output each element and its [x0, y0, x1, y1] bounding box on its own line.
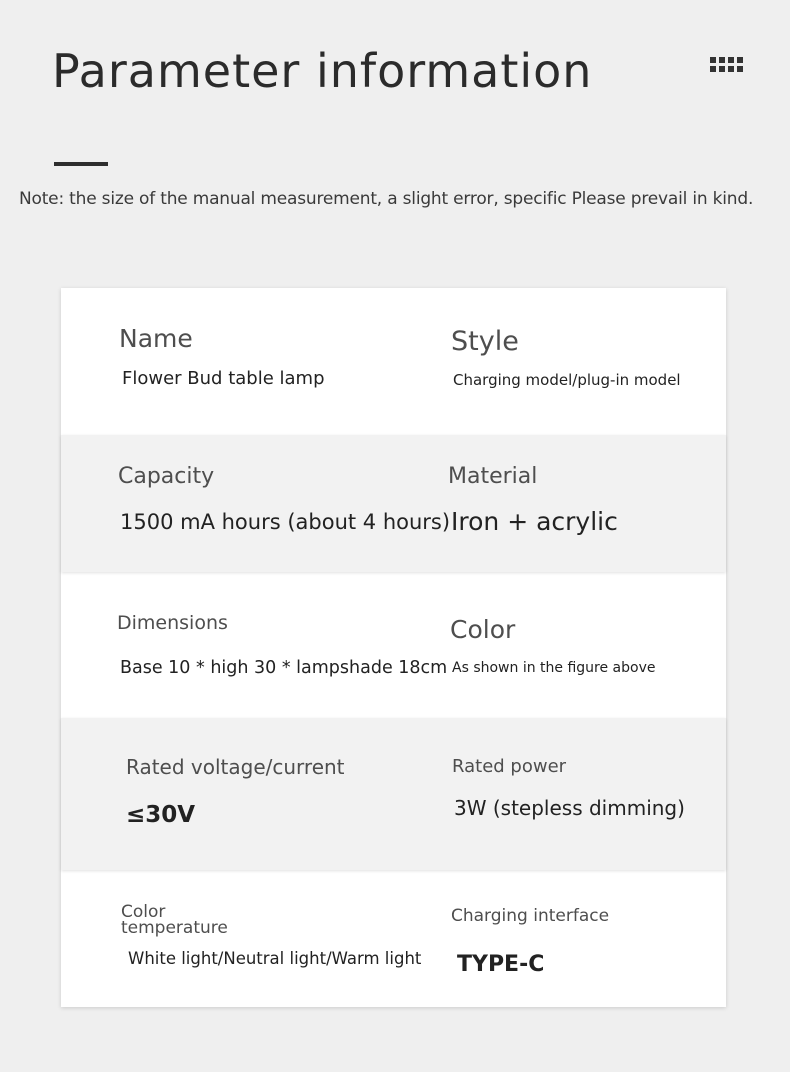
color-temperature-label	[121, 904, 228, 936]
color-temperature-value: White light/Neutral light/Warm light	[128, 949, 422, 968]
param-row-capacity-material	[61, 435, 726, 572]
param-row-colortemp-charging	[61, 870, 726, 1007]
color-value: As shown in the figure above	[452, 660, 656, 676]
capacity-label: Capacity	[118, 464, 215, 489]
name-label: Name	[119, 324, 193, 353]
rated-power-label: Rated power	[452, 756, 567, 777]
rated-voltage-value: ≤30V	[126, 802, 196, 828]
grid-dot-icon	[737, 57, 743, 63]
page-title: Parameter information	[52, 44, 593, 98]
style-value: Charging model/plug-in model	[453, 371, 681, 389]
parameter-card	[61, 288, 726, 1007]
style-label: Style	[451, 326, 519, 357]
rated-power-value: 3W (stepless dimming)	[454, 796, 685, 820]
color-temperature-label-line2: temperature	[121, 918, 228, 938]
capacity-value: 1500 mA hours (about 4 hours)	[120, 510, 451, 534]
measurement-note: Note: the size of the manual measurement, a slight error, specific Please prevail in kind.	[19, 189, 754, 209]
dimensions-value: Base 10 * high 30 * lampshade 18cm	[120, 658, 448, 678]
param-row-dimensions-color	[61, 572, 726, 718]
grid-dot-icon	[719, 57, 725, 63]
name-value: Flower Bud table lamp	[122, 368, 325, 389]
param-row-name-style	[61, 288, 726, 435]
grid-dot-icon	[719, 66, 725, 72]
grid-dot-icon	[710, 57, 716, 63]
charging-interface-label: Charging interface	[451, 906, 610, 926]
color-temperature-label-line1: Color	[121, 902, 166, 922]
grid-dot-icon	[737, 66, 743, 72]
grid-dot-icon	[728, 66, 734, 72]
dimensions-label: Dimensions	[117, 612, 228, 634]
grid-dot-icon	[710, 66, 716, 72]
rated-voltage-label: Rated voltage/current	[126, 755, 345, 779]
grid-menu-icon[interactable]	[710, 57, 743, 73]
grid-dot-icon	[728, 57, 734, 63]
title-underline	[54, 162, 108, 166]
charging-interface-value: TYPE-C	[457, 952, 545, 977]
color-label: Color	[450, 615, 516, 644]
param-row-voltage-power	[61, 718, 726, 870]
material-label: Material	[448, 464, 538, 489]
material-value: Iron + acrylic	[451, 507, 618, 536]
